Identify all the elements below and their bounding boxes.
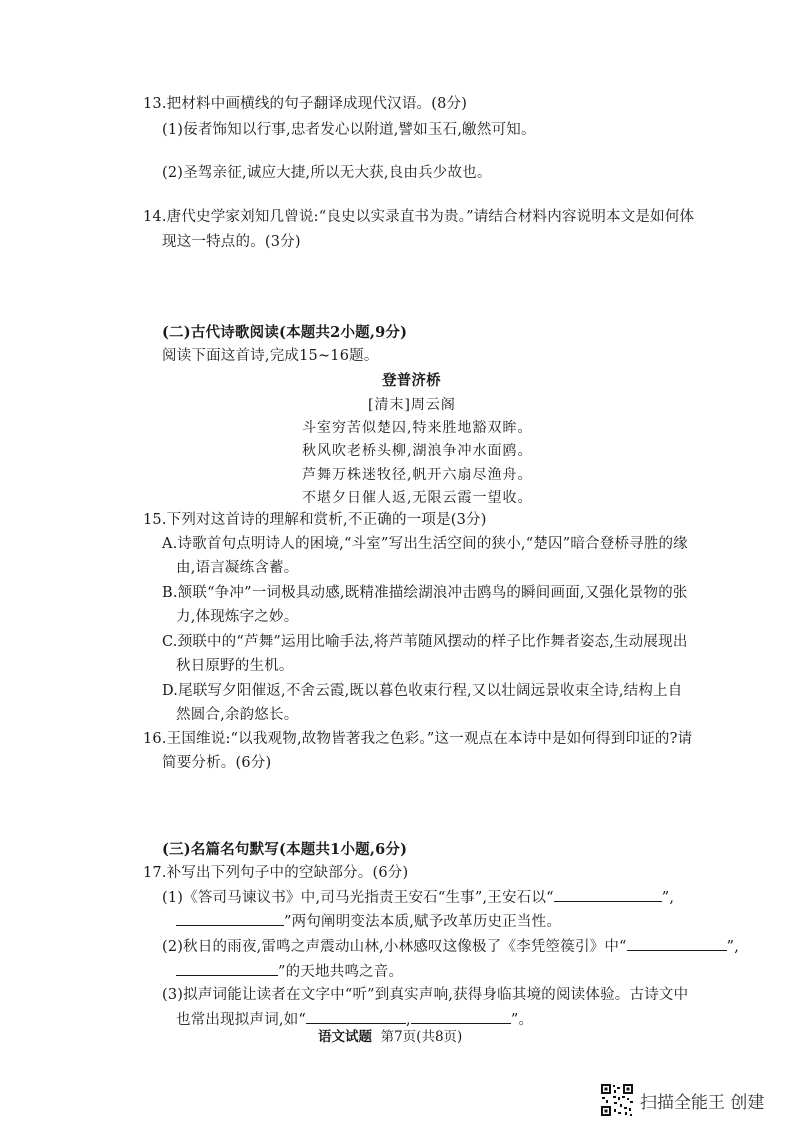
q15-option-c-line-2: 秋日原野的生机。 <box>176 658 294 674</box>
q16-line-1: 16.王国维说:“以我观物,故物皆著我之色彩。”这一观点在本诗中是如何得到印证的?请 <box>143 731 693 747</box>
poem-author: [清末]周云阁 <box>368 397 456 413</box>
q15-option-b-line-2: 力,体现炼字之妙。 <box>176 609 299 625</box>
section-2-intro: 阅读下面这首诗,完成15~16题。 <box>162 348 379 364</box>
poem-line-3: 芦舞万株迷牧径,帆开六扇尽渔舟。 <box>302 467 533 483</box>
section-2-heading: (二)古代诗歌阅读(本题共2小题,9分) <box>162 324 408 341</box>
answer-blank[interactable] <box>627 936 727 951</box>
q15-option-a-line-2: 由,语言凝练含蓄。 <box>176 560 299 576</box>
q16-line-2: 简要分析。(6分) <box>162 755 272 771</box>
q17-item-3-text-b: 也常出现拟声词,如“ <box>176 1012 307 1028</box>
poem-line-2: 秋风吹老桥头柳,湖浪争冲水面鸥。 <box>302 443 533 459</box>
section-3-heading: (三)名篇名句默写(本题共1小题,6分) <box>162 841 408 858</box>
q15-option-d-line-2: 然圆合,余韵悠长。 <box>176 707 299 723</box>
qr-code-icon <box>600 1083 634 1117</box>
answer-blank[interactable] <box>176 961 278 976</box>
q17-item-2-text-b: ”, <box>726 939 740 955</box>
poem-line-1: 斗室穷苦似楚囚,特来胜地豁双眸。 <box>302 420 533 436</box>
poem-line-4: 不堪夕日催人返,无限云霞一望收。 <box>302 490 533 506</box>
q17-stem: 17.补写出下列句子中的空缺部分。(6分) <box>143 865 409 881</box>
q17-item-1-text-c: ”两句阐明变法本质,赋予改革历史正当性。 <box>284 914 562 930</box>
q17-item-2-text-c: ”的天地共鸣之音。 <box>278 964 404 980</box>
answer-blank[interactable] <box>176 911 284 926</box>
q15-option-b-line-1: B.颔联“争冲”一词极具动感,既精准描绘湖浪冲击鸥鸟的瞬间画面,又强化景物的张 <box>162 585 688 601</box>
q15-option-a-line-1: A.诗歌首句点明诗人的困境,“斗室”写出生活空间的狭小,“楚囚”暗合登桥寻胜的缘 <box>162 536 688 552</box>
q17-item-3-text-c: ”。 <box>510 1012 534 1028</box>
q15-option-d-line-1: D.尾联写夕阳催返,不舍云霞,既以暮色收束行程,又以壮阔远景收束全诗,结构上自 <box>162 683 683 699</box>
footer-subject: 语文试题 <box>318 1029 372 1045</box>
q17-item-2-line-1 <box>162 936 739 957</box>
q13-sentence-2: (2)圣驾亲征,诚应大捷,所以无大获,良由兵少故也。 <box>162 165 492 181</box>
q14-line-2: 现这一特点的。(3分) <box>162 234 301 250</box>
q13-sentence-1: (1)佞者饰知以行事,忠者发心以附道,譬如玉石,皦然可知。 <box>162 122 536 138</box>
q15-option-c-line-1: C.颈联中的“芦舞”运用比喻手法,将芦苇随风摆动的样子比作舞者姿态,生动展现出 <box>162 634 688 650</box>
q15-stem: 15.下列对这首诗的理解和赏析,不正确的一项是(3分) <box>143 512 487 528</box>
q13-stem: 13.把材料中画横线的句子翻译成现代汉语。(8分) <box>143 96 468 112</box>
q17-item-2-text-a: (2)秋日的雨夜,雷鸣之声震动山林,小林感叹这像极了《李凭箜篌引》中“ <box>162 939 627 955</box>
page-footer <box>318 1025 462 1045</box>
q17-item-2-line-2 <box>176 961 403 982</box>
q17-item-1-line-1 <box>162 887 674 908</box>
answer-blank[interactable] <box>554 887 662 902</box>
q17-item-3-line-1: (3)拟声词能让读者在文字中“听”到真实声响,获得身临其境的阅读体验。古诗文中 <box>162 987 689 1003</box>
q17-item-1-text-a: (1)《答司马谏议书》中,司马光指责王安石“生事”,王安石以“ <box>162 890 554 906</box>
q17-item-1-line-2 <box>176 911 561 932</box>
footer-page-number: 第7页(共8页) <box>380 1029 463 1045</box>
q17-item-3-line-2: 也常出现拟声词,如“ , ”。 <box>176 1009 533 1030</box>
q17-item-1-text-b: ”, <box>661 890 675 906</box>
scanner-watermark: 扫描全能王 创建 <box>640 1093 765 1113</box>
answer-blank[interactable] <box>306 1009 406 1024</box>
answer-blank[interactable] <box>411 1009 511 1024</box>
q14-line-1: 14.唐代史学家刘知几曾说:“良史以实录直书为贵。”请结合材料内容说明本文是如何体 <box>143 209 695 225</box>
poem-title: 登普济桥 <box>382 372 441 389</box>
